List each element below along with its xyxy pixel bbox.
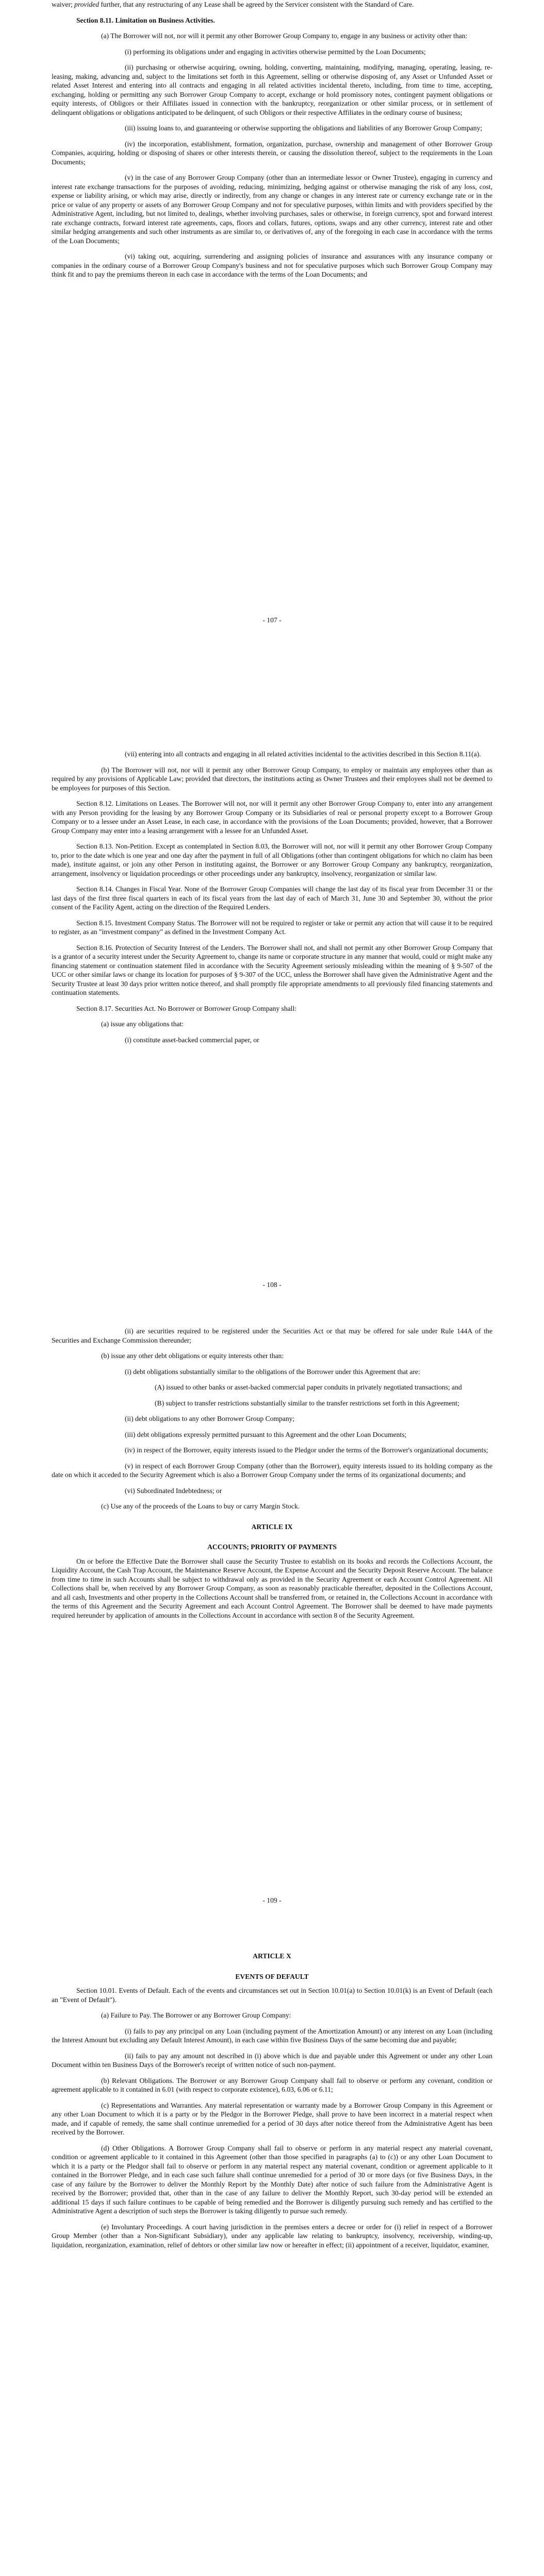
page-107 — [0, 0, 544, 635]
page-110 — [0, 1947, 544, 2576]
paragraph: (a) issue any obligations that: — [101, 1020, 184, 1028]
page-109 — [0, 1327, 544, 1940]
paragraph: (c) Representations and Warranties. Any material representation or warranty made by a Borrower Group Company in this Agreement or any other Loan Document to which it is a party or by the Pledgor in the Borrower Pledge, shall prove to have been incorrect in a material respect when made, and if capable of remedy, the same shall continue unremedied for a period of 30 days after notice thereof from the Administrative Agent has been received by the Borrower. — [52, 2101, 492, 2136]
paragraph: Section 10.01. Events of Default. Each of the events and circumstances set out in Section 10.01(a) to Section 10.01(k) is an Event of Default (each an "Event of Default"). — [52, 1987, 492, 2004]
paragraph: (b) The Borrower will not, nor will it permit any other Borrower Group Company, to employ or maintain any employees other than as required by any provisions of Applicable Law; provided that directors, the institutions acting as Owner Trustees and their employees shall not be deemed to be employees for purposes of this Section. — [52, 766, 492, 792]
paragraph: Section 8.16. Protection of Security Interest of the Lenders. The Borrower shall not, and shall not permit any other Borrower Group Company that is a grantor of a security interest under the Security Agreement to, change its name or corporate structure in any manner that would, could or might make any financing statement or continuation statement filed in accordance with the Security Agreement seriously misleading within the meaning of § 9-507 of the UCC or other similar laws or change its location for purposes of § 9-307 of the UCC, unless the Borrower shall have given the Administrative Agent and the Security Trustee at least 30 days prior written notice thereof, and shall promptly file appropriate amendments to all previously filed financing statements and continuation statements. — [52, 943, 492, 996]
article-title: EVENTS OF DEFAULT — [235, 1972, 309, 1980]
page-number: - 107 - — [262, 616, 282, 624]
paragraph: (A) issued to other banks or asset-backed commercial paper conduits in privately negotiated transactions; and — [155, 1383, 462, 1391]
page-number: - 108 - — [262, 1281, 282, 1289]
paragraph: (d) Other Obligations. A Borrower Group Company shall fail to observe or perform in any material respect any material covenant, condition or agreement applicable to it contained in this Agreement (other than those specified in paragraphs (a) to (c)) or any other Loan Document to which it is a party or the Pledgor shall fail to observe or perform in any material respect any material covenant, condition or agreement applicable to it contained in the Borrower Pledge, and in each case such failure shall continue unremedied for a period of 30 or more days (or five Business Days, in the case of any failure by the Borrower to deliver the Monthly Report by the Monthly Date) after notice of such failure from the Administrative Agent is received by the Borrower; provided that, other than in the case of any failure to deliver the Monthly Report, such 30-day period will be extended an additional 15 days if such failure continues to be capable of being remedied and the Borrower is diligently pursuing such remedy and has certified to the Administrative Agent a description of such steps the Borrower is taking diligently to pursue such remedy. — [52, 2144, 492, 2215]
paragraph: (b) issue any other debt obligations or equity interests other than: — [101, 1352, 284, 1360]
paragraph: (c) Use any of the proceeds of the Loans to buy or carry Margin Stock. — [101, 1502, 300, 1510]
paragraph: (vii) entering into all contracts and engaging in all related activities incidental to the activities described in this Section 8.11(a). — [125, 750, 481, 758]
paragraph: (v) in respect of each Borrower Group Company (other than the Borrower), equity interests issued to its holding company as the date on which it acceded to the Security Agreement which is also a Borrower Group Company under the terms of its organizational documents; and — [52, 1462, 492, 1479]
paragraph: (i) constitute asset-backed commercial paper, or — [125, 1036, 259, 1044]
paragraph: Section 8.15. Investment Company Status. The Borrower will not be required to register or take or permit any action that will cause it to be required to register, as an "investment company" as defined in the Investment Company Act. — [52, 919, 492, 936]
page-number: - 109 - — [262, 1896, 282, 1904]
paragraph: waiver; provided further, that any restructuring of any Lease shall be agreed by the Servicer consistent with the Standard of Care. — [52, 1, 414, 8]
paragraph: On or before the Effective Date the Borrower shall cause the Security Trustee to establish on its books and records the Collections Account, the Liquidity Account, the Cash Trap Account, the Maintenance Reserve Account, the Expense Account and the Security Deposit Reserve Account. The balance from time to time in such Accounts shall be subject to withdrawal only as provided in the Security Agreement or each Account Control Agreement. All Collections shall be, when received by any Borrower Group Company, as soon as reasonably practicable thereafter, deposited in the Collections Account, and all cash, Investments and other property in the Collections Account shall be transferred from, or retained in, the Collections Account in accordance with the terms of this Agreement and the Security Agreement and each Account Control Agreement. The Borrower shall be deemed to have made payments required hereunder by application of amounts in the Collections Account in accordance with section 8 of the Security Agreement. — [52, 1557, 492, 1619]
paragraph: (iv) in respect of the Borrower, equity interests issued to the Pledgor under the terms of the Borrower's organizational documents; — [125, 1446, 488, 1454]
paragraph: (ii) debt obligations to any other Borrower Group Company; — [125, 1415, 295, 1422]
page-108 — [0, 750, 544, 1327]
paragraph: (i) debt obligations substantially similar to the obligations of the Borrower under this Agreement that are: — [125, 1367, 420, 1376]
article-title: ACCOUNTS; PRIORITY OF PAYMENTS — [207, 1543, 337, 1551]
paragraph: (ii) fails to pay any amount not described in (i) above which is due and payable under this Agreement or under any other Loan Document within ten Business Days of the Borrower's receipt of written notice of such non-payment. — [52, 2052, 492, 2069]
paragraph: (v) in the case of any Borrower Group Company (other than an intermediate lessor or Owner Trustee), engaging in currency and interest rate exchange transactions for the purposes of avoiding, reducing, minimizing, hedging against or otherwise managing the risk of any loss, cost, expense or liability arising, or which may arise, directly or indirectly, from any change or changes in any interest rate or currency exchange rate or in the price or value of any property or assets of any Borrower Group Company and not for speculative purposes, within limits and with providers specified by the Administrative Agent, including, but not limited to, dealings, whether involving purchases, sales or otherwise, in foreign currency, spot and forward interest rate exchange contracts, forward interest rate agreements, caps, floors and collars, futures, options, swaps and any other currency, interest rate and other similar hedging arrangements and such other instruments as are similar to, or derivatives of, any of the foregoing in each case in accordance with the terms of the Loan Documents; — [52, 174, 492, 245]
paragraph: (vi) Subordinated Indebtedness; or — [125, 1486, 222, 1495]
paragraph: (a) The Borrower will not, nor will it permit any other Borrower Group Company to, engage in any business or activity other than: — [101, 32, 468, 40]
paragraph: (iii) issuing loans to, and guaranteeing or otherwise supporting the obligations and liabilities of any Borrower Group Company; — [125, 124, 483, 132]
paragraph: (iv) the incorporation, establishment, formation, organization, purchase, ownership and management of other Borrower Group Companies, acquiring, holding or disposing of shares or other interests therein, or causing the dissolution thereof, subject to the requirements in the Loan Documents; — [52, 140, 492, 166]
paragraph: Section 8.17. Securities Act. No Borrower or Borrower Group Company shall: — [76, 1004, 296, 1012]
section-heading: Section 8.11. Limitation on Business Activities. — [76, 16, 215, 24]
paragraph: (e) Involuntary Proceedings. A court having jurisdiction in the premises enters a decree or order for (i) relief in respect of a Borrower Group Member (other than a Non-Significant Subsidiary), under any applicable law relating to bankruptcy, insolvency, receivership, winding-up, liquidation, reorganization, examination, relief of debtors or other similar law now or hereafter in effect; (ii) appointment of a receiver, liquidator, examiner, — [52, 2223, 492, 2249]
paragraph: (iii) debt obligations expressly permitted pursuant to this Agreement and the other Loan Documents; — [125, 1430, 407, 1438]
paragraph: (i) fails to pay any principal on any Loan (including payment of the Amortization Amount) or any interest on any Loan (including the Interest Amount but excluding any Default Interest Amount), in each case within five Business Days of the same becoming due and payable; — [52, 2027, 492, 2044]
article-heading: ARTICLE X — [253, 1952, 291, 1960]
paragraph: (ii) are securities required to be registered under the Securities Act or that may be offered for sale under Rule 144A of the Securities and Exchange Commission thereunder; — [52, 1327, 492, 1344]
paragraph: (a) Failure to Pay. The Borrower or any Borrower Group Company: — [101, 2011, 291, 2019]
paragraph: (vi) taking out, acquiring, surrendering and assigning policies of insurance and assurances with any insurance company or companies in the ordinary course of a Borrower Group Company's business and not for speculative purposes which such Borrower Group Company may think fit and to pay the premiums thereon in each case in accordance with the terms of the Loan Documents; and — [52, 252, 492, 278]
article-heading: ARTICLE IX — [251, 1522, 293, 1531]
paragraph: Section 8.14. Changes in Fiscal Year. None of the Borrower Group Companies will change the last day of its fiscal year from December 31 or the last days of the first three fiscal quarters in each of its fiscal years from the last day of each of March 31, June 30 and September 30, without the prior consent of the Facility Agent, acting on the direction of the Required Lenders. — [52, 885, 492, 911]
paragraph: Section 8.12. Limitations on Leases. The Borrower will not, nor will it permit any other Borrower Group Company to, enter into any arrangement with any Person providing for the leasing by any Borrower Group Company or its Subsidiaries of real or personal property except to a Borrower Group Company or to a lessee under an Asset Lease, in each case, in accordance with the provisions of the Loan Documents; provided, however, that a Borrower Group Company may enter into a leasing arrangement with a lessee for an Unfunded Asset. — [52, 800, 492, 835]
paragraph: Section 8.13. Non-Petition. Except as contemplated in Section 8.03, the Borrower will not, nor will it permit any other Borrower Group Company to, prior to the date which is one year and one day after the payment in full of all Obligations (other than contingent obligations for which no claim has been made), institute against, or join any other Person in instituting against, the Borrower or any Borrower Group Company any bankruptcy, reorganization, arrangement, insolvency or liquidation proceedings or other proceedings under any bankruptcy, insolvency, reorganization or similar law. — [52, 842, 492, 877]
paragraph: (ii) purchasing or otherwise acquiring, owning, holding, converting, maintaining, modifying, managing, operating, leasing, re-leasing, making, advancing and, subject to the limitations set forth in this Agreement, selling or otherwise disposing of, any Asset or Unfunded Asset or related Asset Interest and entering into all contracts and engaging in all related activities incidental thereto, including, from time to time, accepting, exchanging, holding or permitting any such Borrower Group Company to accept, exchange or hold promissory notes, contingent payment obligations or equity interests, of Obligors or their Affiliates issued in connection with the bankruptcy, reorganization or other similar process, or in settlement of delinquent obligations or obligations anticipated to be delinquent, of such Obligors or their respective Affiliates in the ordinary course of business; — [52, 63, 492, 116]
paragraph: (i) performing its obligations under and engaging in activities otherwise permitted by the Loan Documents; — [125, 47, 426, 56]
paragraph: (b) Relevant Obligations. The Borrower or any Borrower Group Company shall fail to observe or perform any covenant, condition or agreement applicable to it contained in 6.01 (with respect to corporate existence), 6.03, 6.06 or 6.11; — [52, 2076, 492, 2093]
paragraph: (B) subject to transfer restrictions substantially similar to the transfer restrictions set forth in this Agreement; — [155, 1399, 459, 1407]
